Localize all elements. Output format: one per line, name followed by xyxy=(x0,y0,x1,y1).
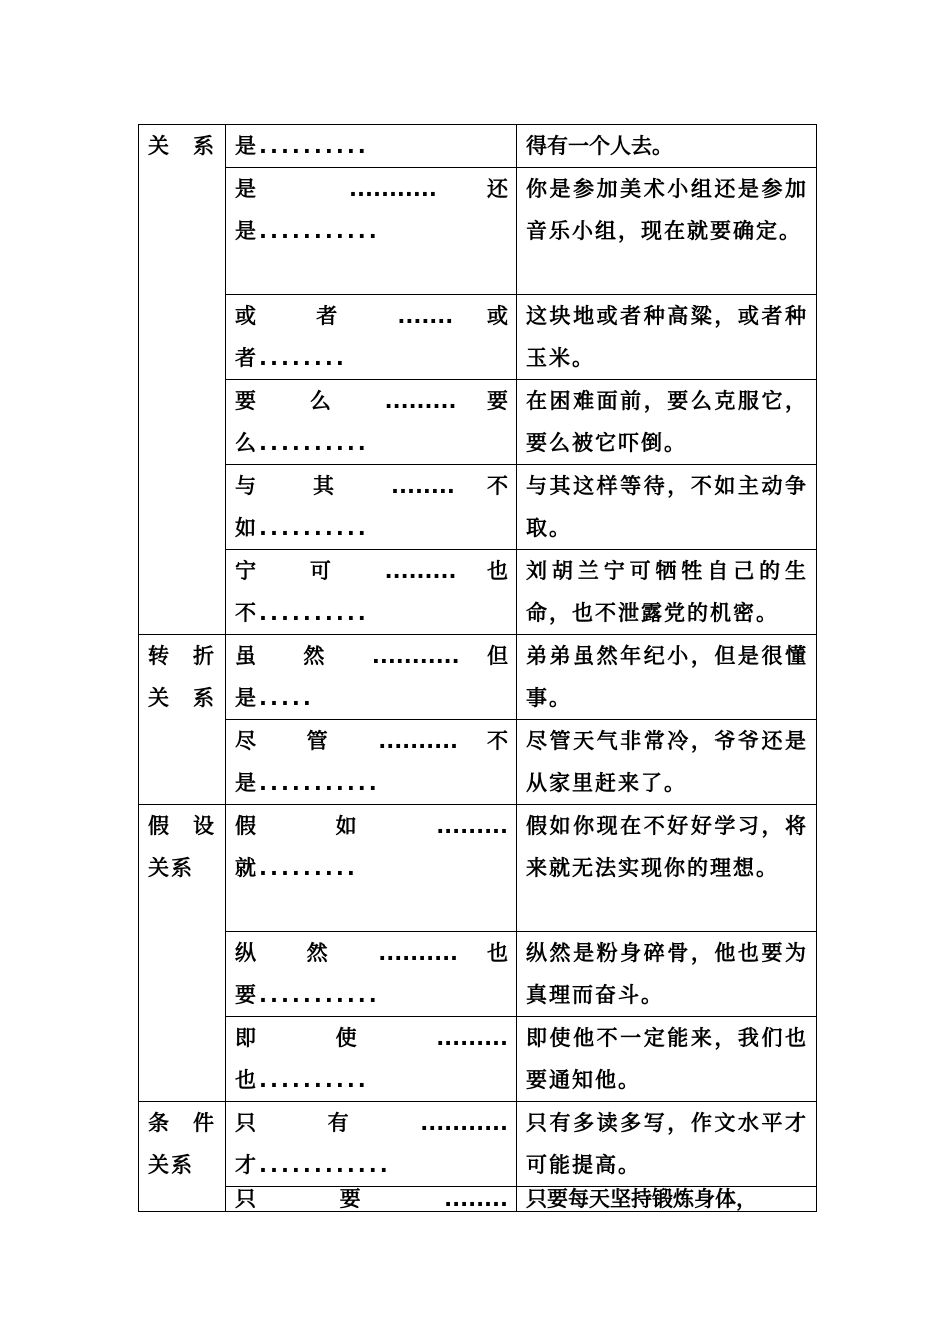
pattern-line: 是........... xyxy=(235,219,380,243)
example-text: 纵然是粉身碎骨，他也要为真理而奋斗。 xyxy=(526,941,808,1007)
pattern-cell xyxy=(226,720,517,805)
example-cell xyxy=(517,720,817,805)
table-row xyxy=(139,168,817,295)
pattern-cell xyxy=(226,635,517,720)
pattern-cell xyxy=(226,805,517,932)
example-text: 即使他不一定能来，我们也要通知他。 xyxy=(526,1026,808,1092)
pattern-cell xyxy=(226,1017,517,1102)
example-cell xyxy=(517,805,817,932)
pattern-cell xyxy=(226,1187,517,1212)
example-text: 与其这样等待，不如主动争取。 xyxy=(526,474,808,540)
pattern-line: 是..... xyxy=(235,686,314,710)
pattern-cell xyxy=(226,465,517,550)
pattern-line: 虽 然 ........... 但 xyxy=(235,644,508,668)
example-cell xyxy=(517,465,817,550)
pattern-line: 只 要 ........ xyxy=(235,1187,508,1211)
category-cell-hypothesis xyxy=(139,805,226,1102)
pattern-line: 是........... xyxy=(235,771,380,795)
example-text: 只有多读多写，作文水平才可能提高。 xyxy=(526,1111,808,1177)
table-row xyxy=(139,720,817,805)
pattern-line: 尽 管 .......... 不 xyxy=(235,729,508,753)
example-cell xyxy=(517,1187,817,1212)
conjunction-table xyxy=(138,124,817,1212)
pattern-cell xyxy=(226,380,517,465)
pattern-line: 是 ........... 还 xyxy=(235,177,508,201)
pattern-cell xyxy=(226,125,517,168)
category-cell-contrast xyxy=(139,635,226,805)
example-cell xyxy=(517,1102,817,1187)
pattern-line: 么.......... xyxy=(235,431,369,455)
pattern-cell xyxy=(226,1102,517,1187)
example-text: 弟弟虽然年纪小，但是很懂事。 xyxy=(526,644,808,710)
pattern-line: 即 使 ......... xyxy=(235,1026,508,1050)
pattern-line: 假 如 ......... xyxy=(235,814,508,838)
table-row xyxy=(139,932,817,1017)
example-text: 只要每天坚持锻炼身体， xyxy=(526,1187,757,1211)
example-text: 这块地或者种高粱，或者种玉米。 xyxy=(526,304,808,370)
category-label: 条 件 关系 xyxy=(148,1111,216,1177)
example-cell xyxy=(517,125,817,168)
table-row xyxy=(139,805,817,932)
table-row xyxy=(139,125,817,168)
pattern-line: 要........... xyxy=(235,983,380,1007)
example-cell xyxy=(517,1017,817,1102)
table-row xyxy=(139,550,817,635)
example-text: 假如你现在不好好学习，将来就无法实现你的理想。 xyxy=(526,814,808,880)
pattern-line: 是.......... xyxy=(235,134,369,158)
pattern-cell xyxy=(226,168,517,295)
category-label: 假 设 关系 xyxy=(148,814,216,880)
table-row xyxy=(139,295,817,380)
pattern-cell xyxy=(226,550,517,635)
pattern-line: 不.......... xyxy=(235,601,369,625)
pattern-cell xyxy=(226,295,517,380)
pattern-line: 宁 可 ......... 也 xyxy=(235,559,508,583)
example-cell xyxy=(517,932,817,1017)
pattern-line: 要 么 ......... 要 xyxy=(235,389,508,413)
table-row xyxy=(139,1102,817,1187)
table-row xyxy=(139,1017,817,1102)
table-row xyxy=(139,465,817,550)
category-cell-condition xyxy=(139,1102,226,1212)
pattern-line: 与 其 ........ 不 xyxy=(235,474,508,498)
pattern-cell xyxy=(226,932,517,1017)
example-cell xyxy=(517,295,817,380)
category-cell-selection xyxy=(139,125,226,635)
pattern-line: 纵 然 .......... 也 xyxy=(235,941,508,965)
example-cell xyxy=(517,380,817,465)
example-cell xyxy=(517,550,817,635)
pattern-line: 或 者 ....... 或 xyxy=(235,304,508,328)
pattern-line: 只 有 ........... xyxy=(235,1111,508,1135)
example-cell xyxy=(517,168,817,295)
example-cell xyxy=(517,635,817,720)
table-row xyxy=(139,1187,817,1212)
pattern-line: 如.......... xyxy=(235,516,369,540)
example-text: 得有一个人去。 xyxy=(526,134,673,158)
table-row xyxy=(139,380,817,465)
category-label: 转 折 关 系 xyxy=(148,644,216,710)
pattern-line: 也.......... xyxy=(235,1068,369,1092)
example-text: 尽管天气非常冷，爷爷还是从家里赶来了。 xyxy=(526,729,808,795)
pattern-line: 者........ xyxy=(235,346,347,370)
example-text: 你是参加美术小组还是参加音乐小组，现在就要确定。 xyxy=(526,177,808,243)
example-text: 刘胡兰宁可牺牲自己的生命，也不泄露党的机密。 xyxy=(526,559,808,625)
pattern-line: 才............ xyxy=(235,1153,391,1177)
pattern-line: 就......... xyxy=(235,856,358,880)
category-label: 关 系 xyxy=(148,134,216,158)
example-text: 在困难面前，要么克服它，要么被它吓倒。 xyxy=(526,389,808,455)
table-row xyxy=(139,635,817,720)
